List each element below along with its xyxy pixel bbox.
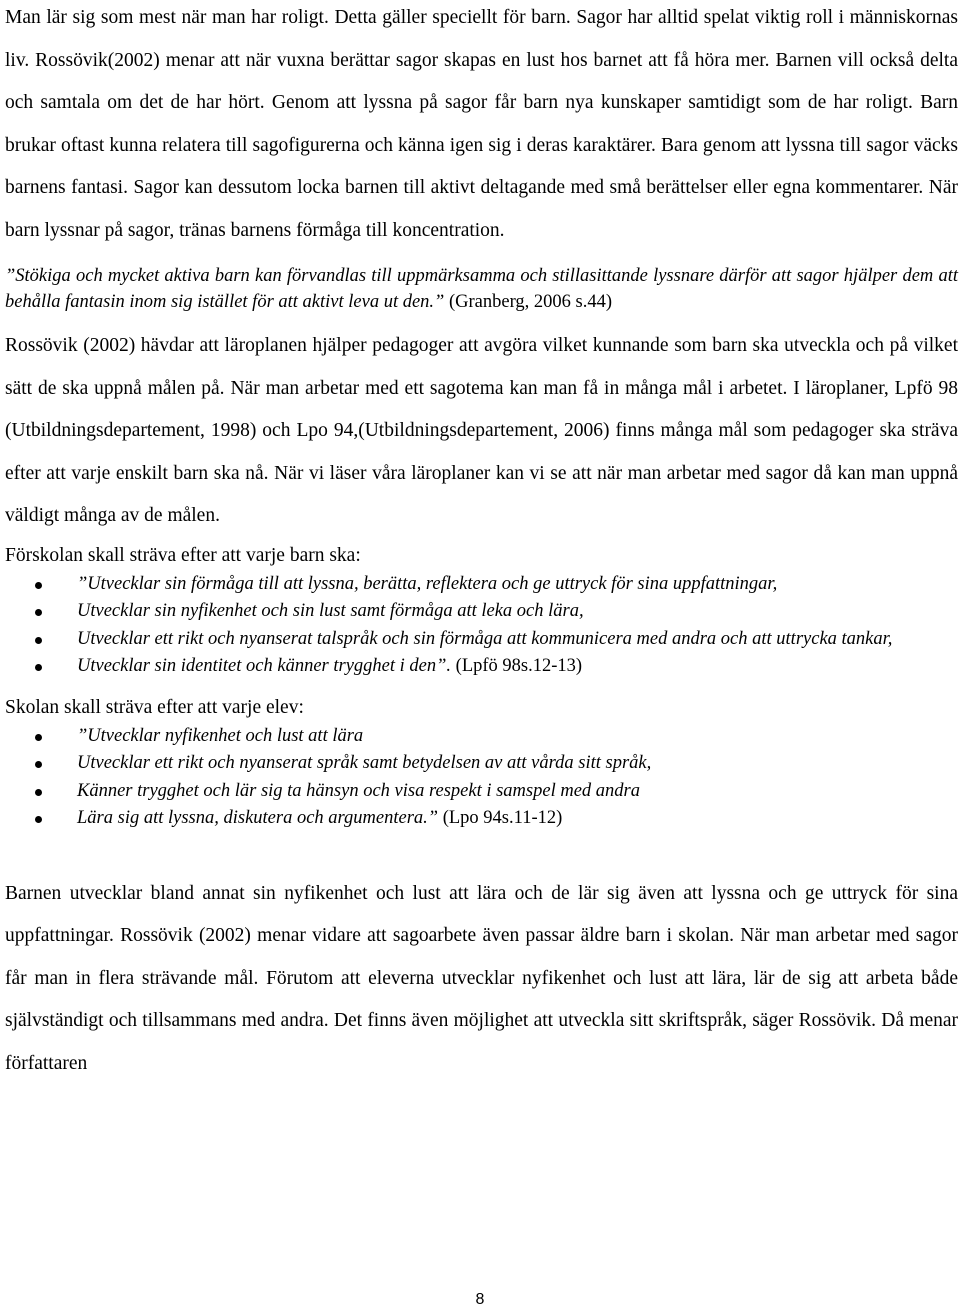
bullet-icon: [35, 789, 42, 796]
list-item: ”Utvecklar sin förmåga till att lyssna, berätta, reflektera och ge uttryck för sina uppfattningar,: [5, 571, 958, 599]
quote-text: ”Stökiga och mycket aktiva barn kan förvandlas till uppmärksamma och stillasittande lyssnare därför att sagor hjälper dem att behålla fantasin inom sig istället för att aktivt leva ut den.”: [5, 266, 958, 312]
preschool-list-intro: Förskolan skall sträva efter att varje barn ska:: [5, 544, 361, 566]
bullet-icon: [35, 582, 42, 589]
list-item: Känner trygghet och lär sig ta hänsyn och visa respekt i samspel med andra: [5, 778, 958, 806]
paragraph-curriculum: Rossövik (2002) hävdar att läroplanen hjälper pedagoger att avgöra vilket kunnande som barn ska utveckla och på vilket sätt de ska uppnå målen på. När man arbetar med ett sagotema kan man få in många mål i arbetet. I läroplaner, Lpfö 98 (Utbildningsdepartement, 1998) och Lpo 94,(Utbildningsdepartement, 2006) finns många mål som pedagoger ska sträva efter att varje enskilt barn ska nå. När vi läser våra läroplaner kan vi se att när man arbetar med sagor då kan man uppnå väldigt många av de målen.: [5, 335, 958, 526]
page-number: 8: [475, 1291, 485, 1308]
school-list-intro: Skolan skall sträva efter att varje elev:: [5, 696, 304, 718]
block-quote-granberg: [5, 264, 958, 315]
list-citation: (Lpfö 98s.12-13): [451, 656, 583, 676]
quote-citation: (Granberg, 2006 s.44): [444, 291, 613, 312]
bullet-icon: [35, 816, 42, 823]
list-item: Utvecklar ett rikt och nyanserat talspråk och sin förmåga att kommunicera med andra och att uttrycka tankar,: [5, 626, 958, 654]
bullet-icon: [35, 734, 42, 741]
list-item: Utvecklar sin nyfikenhet och sin lust samt förmåga att leka och lära,: [5, 598, 958, 626]
document-page: [5, 0, 958, 1085]
bullet-icon: [35, 609, 42, 616]
bullet-icon: [35, 637, 42, 644]
list-item: Utvecklar ett rikt och nyanserat språk samt betydelsen av att vårda sitt språk,: [5, 750, 958, 778]
bullet-icon: [35, 664, 42, 671]
list-item: Utvecklar sin identitet och känner trygghet i den”. (Lpfö 98s.12-13): [5, 653, 958, 681]
list-citation: (Lpo 94s.11-12): [438, 808, 563, 828]
paragraph-closing: Barnen utvecklar bland annat sin nyfikenhet och lust att lära och de lär sig även att lyssna och ge uttryck för sina uppfattningar. Rossövik (2002) menar vidare att sagoarbete även passar äldre barn i skolan. När man arbetar med sagor får man in flera strävande mål. Förutom att eleverna utvecklar nyfikenhet och lust att lära, lär de sig att arbeta både självständigt och tillsammans med andra. Det finns även möjlighet att utveckla sitt skriftspråk, säger Rossövik. Då menar författaren: [5, 882, 958, 1074]
list-item: ”Utvecklar nyfikenhet och lust att lära: [5, 723, 958, 751]
bullet-icon: [35, 761, 42, 768]
preschool-goals-list: [5, 571, 958, 681]
paragraph-intro: Man lär sig som mest när man har roligt. Detta gäller speciellt för barn. Sagor har alltid spelat viktig roll i människornas liv. Rossövik(2002) menar att när vuxna berättar sagor skapas en lust hos barnet att få höra mer. Barnen vill också delta och samtala om det de har hört. Genom att lyssna på sagor får barn nya kunskaper samtidigt som de har roligt. Barn brukar oftast kunna relatera till sagofigurerna och känna igen sig i deras karaktärer. Bara genom att lyssna till sagor väcks barnens fantasi. Sagor kan dessutom locka barnen till aktivt deltagande med små berättelser eller egna kommentarer. När barn lyssnar på sagor, tränas barnens förmåga till koncentration.: [5, 7, 958, 241]
list-item: Lära sig att lyssna, diskutera och argumentera.” (Lpo 94s.11-12): [5, 805, 958, 833]
school-goals-list: [5, 723, 958, 833]
